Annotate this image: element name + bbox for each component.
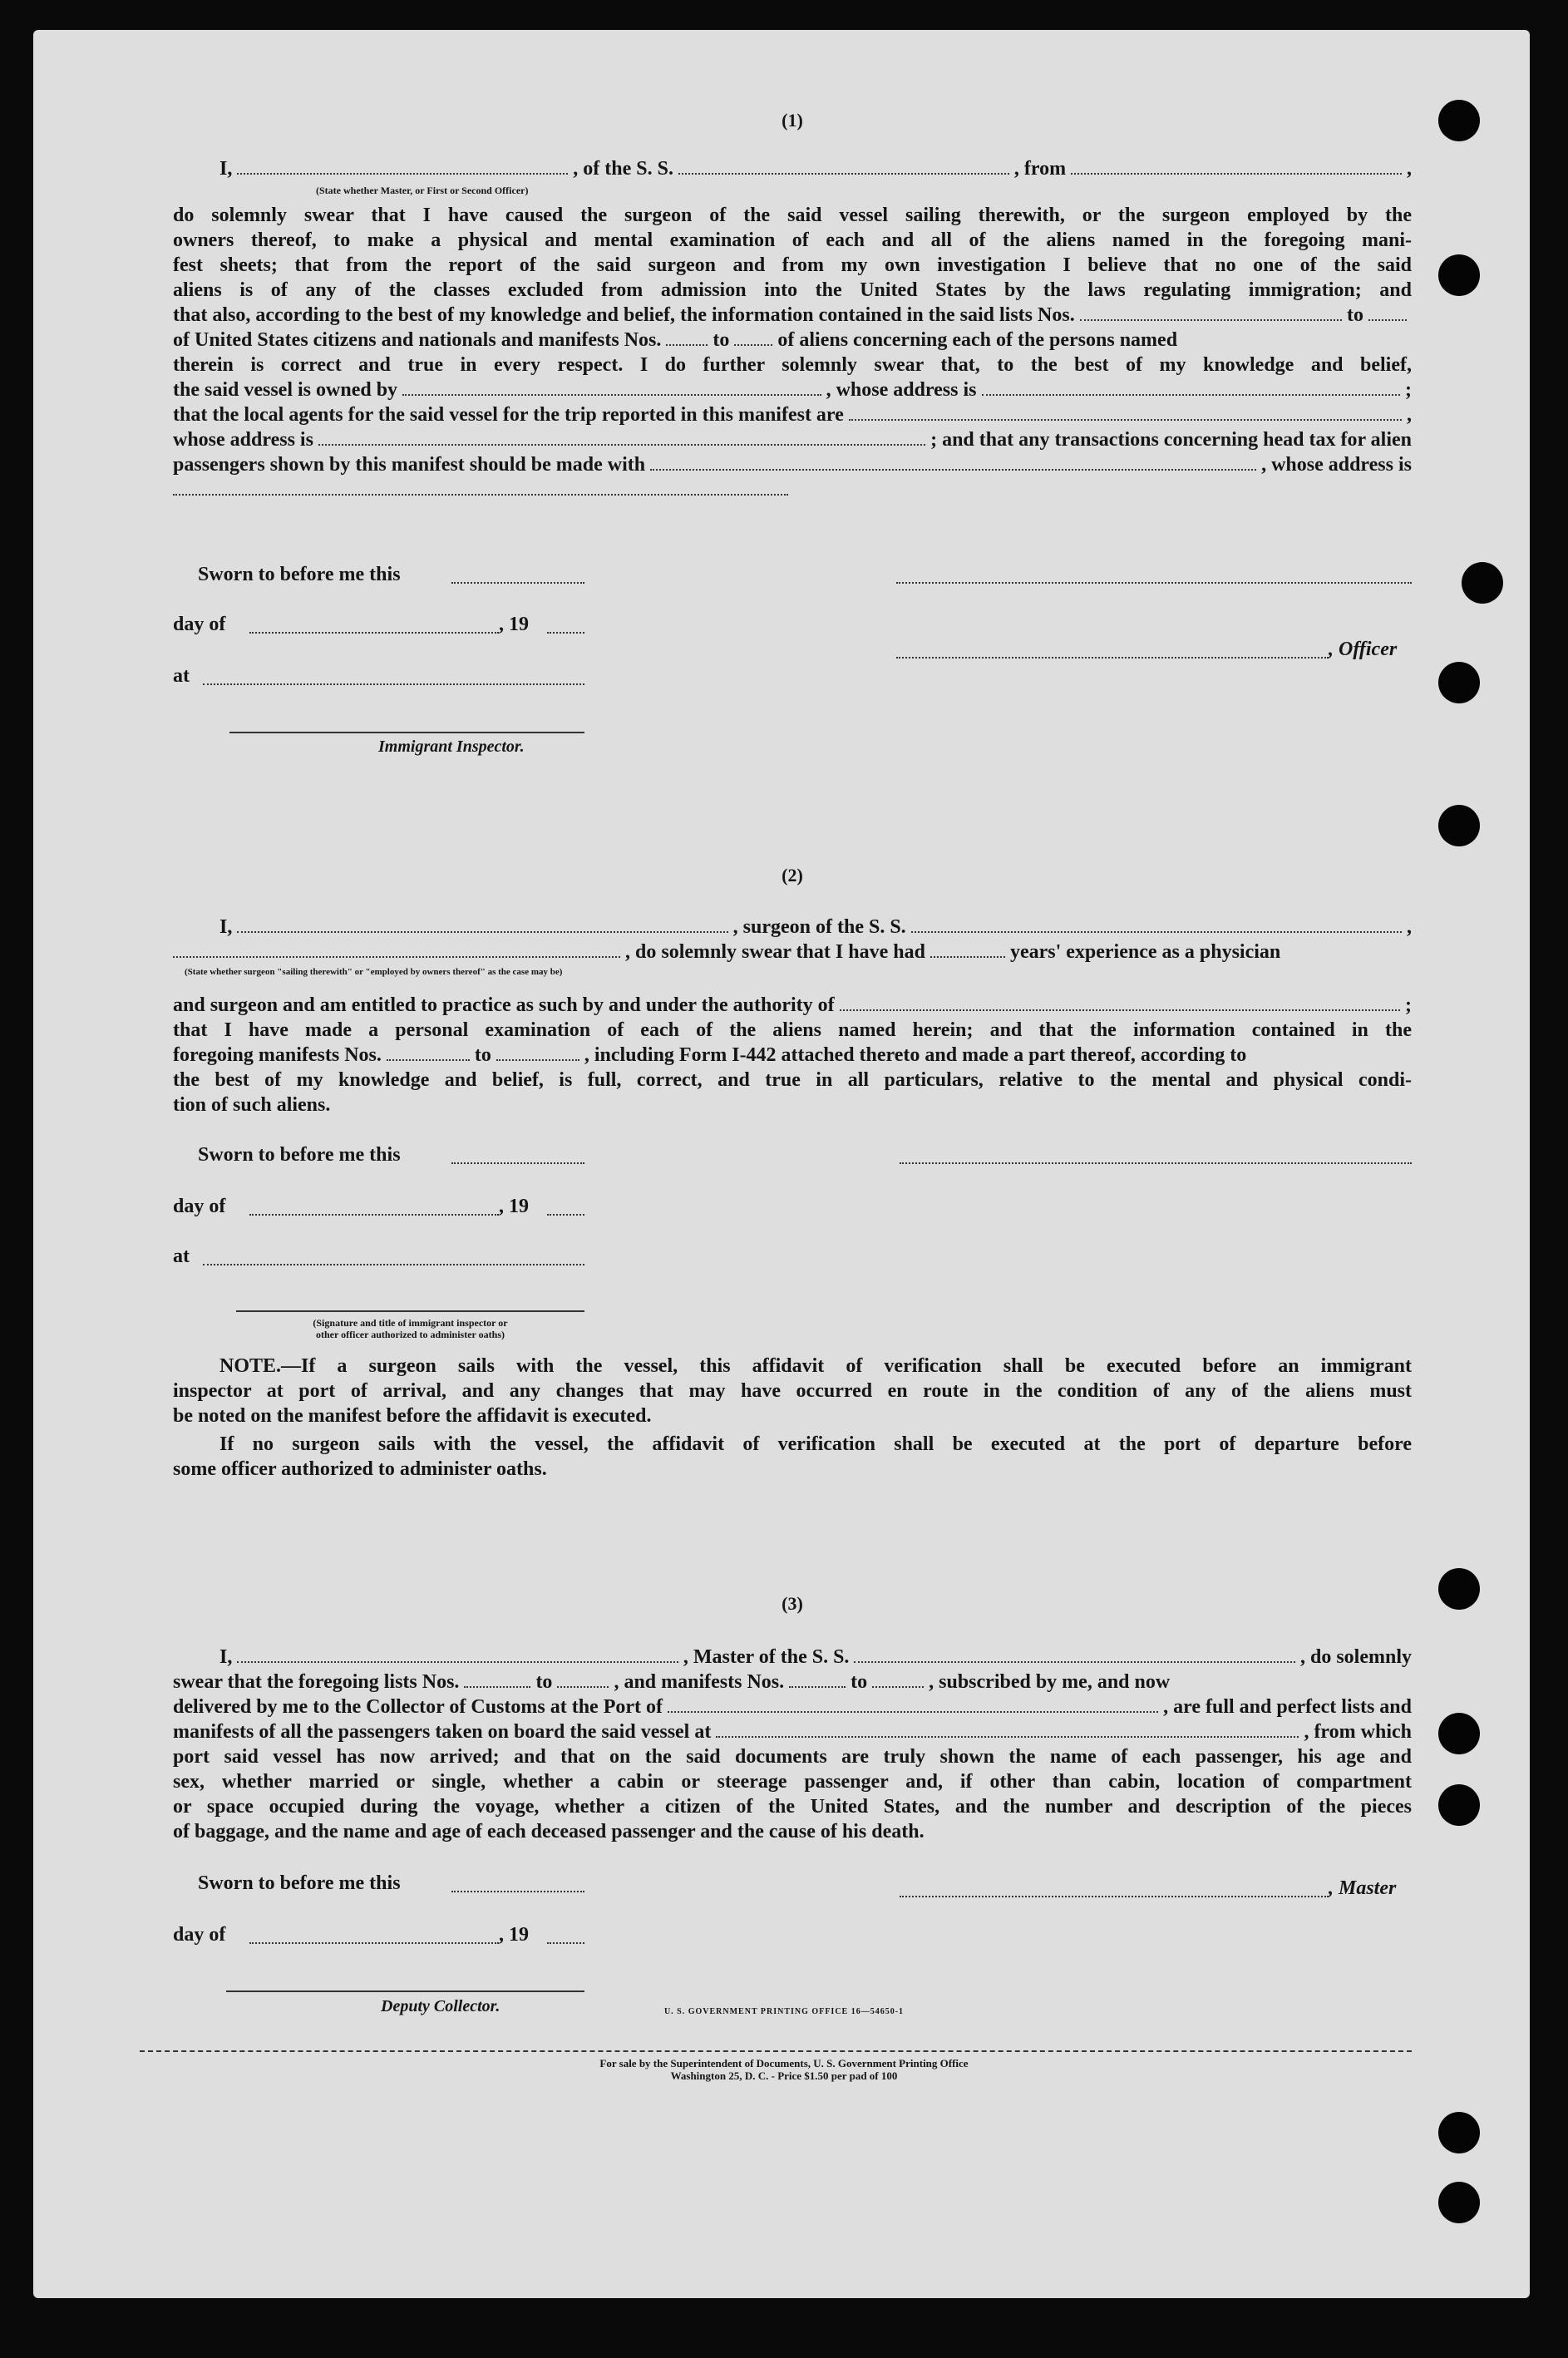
master-vessel-field[interactable] (854, 1646, 1295, 1663)
experience-line: , do solemnly swear that I have had years' experience as a physician (173, 940, 1412, 964)
affidavit-text: the best of my knowledge and belief, is full, correct, and true in all particulars, relative to the mental and physical condi- (173, 1069, 1412, 1091)
list-to-field[interactable] (1368, 304, 1407, 321)
agents-line: that the local agents for the said vessel for the trip reported in this manifest are , (173, 404, 1412, 426)
section-number: (1) (782, 110, 803, 131)
sale-footer: For sale by the Superintendent of Documents, U. S. Government Printing Office Washington 25, D. C. - Price $1.50 per pad of 100 (599, 2057, 969, 2082)
affidavit-text: or space occupied during the voyage, whether a citizen of the United States, and the number and description of the pieces (173, 1796, 1412, 1818)
month-field[interactable] (249, 1212, 499, 1216)
punch-hole (1438, 2112, 1480, 2153)
affidavit-text: therein is correct and true in every respect. I do further solemnly swear that, to the best of my knowledge and belief, (173, 354, 1412, 376)
owner-address-field[interactable] (982, 379, 1401, 396)
day-of-label: day of (173, 614, 226, 635)
owner-line: the said vessel is owned by , whose address is ; (173, 379, 1413, 401)
master-signature-field[interactable] (900, 1894, 1329, 1897)
affidavit-text: aliens is of any of the classes excluded from admission into the United States by the laws regulating immigration; and (173, 279, 1412, 301)
surgeon-manifest-from-field[interactable] (387, 1044, 470, 1061)
year-field[interactable] (547, 1941, 584, 1944)
year-field[interactable] (547, 630, 584, 634)
authority-field[interactable] (840, 994, 1400, 1011)
affidavit-text: that I have made a personal examination of each of the aliens named herein; and that the information contained in the (173, 1019, 1412, 1041)
perforation-line (140, 2050, 1412, 2052)
form-sheet (33, 30, 1530, 2298)
surgeon-type-field[interactable] (173, 941, 620, 958)
vessel-name-field[interactable] (678, 158, 1009, 175)
head-tax-contact-field[interactable] (650, 454, 1256, 471)
punch-hole (1438, 1713, 1480, 1754)
master-oath-line: I, , Master of the S. S. , do solemnly (219, 1646, 1412, 1668)
punch-hole (1462, 562, 1503, 604)
sworn-day-field[interactable] (451, 580, 584, 584)
year-label: , 19 (499, 1924, 529, 1946)
note-text: If no surgeon sails with the vessel, the affidavit of verification shall be executed at the port of departure before (219, 1433, 1412, 1455)
master-lists-line: swear that the foregoing lists Nos. to , and manifests Nos. to , subscribed by me, and now (173, 1671, 1171, 1693)
affidavit-text: port said vessel has now arrived; and that on the said documents are truly shown the name of each passenger, his age and (173, 1746, 1412, 1768)
punch-hole (1438, 662, 1480, 703)
signature-caption: (Signature and title of immigrant inspector or other officer authorized to administer oaths) (313, 1317, 508, 1340)
surgeon-manifest-to-field[interactable] (496, 1044, 579, 1061)
sworn-day-field[interactable] (451, 1889, 584, 1892)
sworn-label: Sworn to before me this (198, 564, 401, 585)
manifests-line: of United States citizens and nationals and manifests Nos. to of aliens concerning each of the persons named (173, 329, 1178, 351)
master-label: , Master (1329, 1877, 1397, 1899)
authority-line: and surgeon and am entitled to practice as such by and under the authority of ; (173, 994, 1412, 1016)
affidavit-text: owners thereof, to make a physical and mental examination of each and all of the aliens named in the foregoing mani- (173, 229, 1412, 251)
day-of-label: day of (173, 1924, 226, 1946)
month-field[interactable] (249, 630, 499, 634)
note-text: be noted on the manifest before the affidavit is executed. (173, 1405, 652, 1427)
affidavit-text: sex, whether married or single, whether a cabin or steerage passenger and, if other than cabin, location of compartment (173, 1771, 1412, 1793)
section-number: (3) (782, 1593, 803, 1614)
from-port-field[interactable] (1071, 158, 1402, 175)
lists-line: that also, according to the best of my knowledge and belief, the information contained in the said lists Nos. to (173, 303, 1412, 328)
punch-hole (1438, 254, 1480, 296)
affidavit-text: do solemnly swear that I have caused the surgeon of the said vessel sailing therewith, or the surgeon employed by the (173, 205, 1412, 226)
master-name-field[interactable] (237, 1646, 678, 1663)
year-label: , 19 (499, 614, 529, 635)
manifest-to-field[interactable] (734, 329, 772, 346)
at-label: at (173, 665, 190, 687)
master-name-field[interactable] (237, 158, 568, 175)
field-caption: (State whether Master, or First or Second Officer) (316, 185, 529, 196)
years-field[interactable] (930, 941, 1005, 958)
surgeon-signature-field[interactable] (900, 1161, 1412, 1164)
owner-field[interactable] (402, 379, 821, 396)
sworn-label: Sworn to before me this (198, 1144, 401, 1166)
surgeon-vessel-field[interactable] (911, 916, 1402, 933)
list-from-field[interactable] (1080, 304, 1342, 321)
master-manifest-to-field[interactable] (872, 1671, 924, 1688)
master-manifest-from-field[interactable] (789, 1671, 846, 1688)
note-text: some officer authorized to administer oaths. (173, 1458, 547, 1480)
note-text: NOTE.—If a surgeon sails with the vessel, this affidavit of verification shall be executed before an immigrant (219, 1355, 1412, 1377)
punch-hole (1438, 2182, 1480, 2223)
year-field[interactable] (547, 1212, 584, 1216)
port-line: delivered by me to the Collector of Customs at the Port of , are full and perfect lists and (173, 1696, 1412, 1718)
officer-signature-field[interactable] (896, 580, 1412, 584)
section-number: (2) (782, 865, 803, 885)
manifest-from-field[interactable] (666, 329, 708, 346)
collector-signature-line[interactable] (226, 1990, 584, 1992)
head-tax-line: passengers shown by this manifest should be made with , whose address is (173, 454, 1412, 476)
month-field[interactable] (249, 1941, 499, 1944)
place-field[interactable] (203, 682, 584, 685)
inspector-signature-line[interactable] (229, 732, 584, 733)
surgeon-name-field[interactable] (237, 916, 727, 933)
punch-hole (1438, 1784, 1480, 1826)
customs-port-field[interactable] (668, 1696, 1158, 1713)
boarding-line: manifests of all the passengers taken on board the said vessel at , from which (173, 1721, 1412, 1743)
officer-label: , Officer (1329, 639, 1398, 660)
punch-hole (1438, 1568, 1480, 1610)
affidavit-text: tion of such aliens. (173, 1094, 331, 1116)
officer-title-field[interactable] (896, 655, 1329, 659)
place-field[interactable] (203, 1262, 584, 1265)
punch-hole (1438, 805, 1480, 846)
field-caption: (State whether surgeon "sailing therewith" or "employed by owners thereof" as the case may be) (185, 967, 563, 977)
affidavit-text: of baggage, and the name and age of each deceased passenger and the cause of his death. (173, 1821, 925, 1842)
address-line: whose address is ; and that any transactions concerning head tax for alien (173, 429, 1412, 451)
master-list-to-field[interactable] (557, 1671, 609, 1688)
boarding-port-field[interactable] (716, 1721, 1299, 1738)
master-line: I, , of the S. S. , from , (219, 158, 1412, 180)
at-label: at (173, 1246, 190, 1267)
agents-field[interactable] (849, 404, 1402, 421)
surgeon-manifests-line: foregoing manifests Nos. to , including Form I-442 attached thereto and made a part thereof, according to (173, 1044, 1247, 1066)
sworn-label: Sworn to before me this (198, 1872, 401, 1894)
note-text: inspector at port of arrival, and any changes that may have occurred en route in the condition of any of the aliens must (173, 1380, 1412, 1402)
gpo-imprint: U. S. GOVERNMENT PRINTING OFFICE 16—54650-1 (663, 2007, 905, 2016)
agents-address-field[interactable] (318, 429, 925, 446)
day-of-label: day of (173, 1196, 226, 1217)
deputy-collector-caption: Deputy Collector. (381, 1997, 500, 2015)
officer-signature-line[interactable] (236, 1310, 584, 1312)
affidavit-text: fest sheets; that from the report of the said surgeon and from my own investigation I believe that no one of the said (173, 254, 1412, 276)
inspector-caption: Immigrant Inspector. (378, 737, 525, 756)
master-list-from-field[interactable] (464, 1671, 530, 1688)
head-tax-address-field[interactable] (173, 492, 788, 496)
surgeon-line: I, , surgeon of the S. S. , (219, 916, 1412, 938)
year-label: , 19 (499, 1196, 529, 1217)
punch-hole (1438, 100, 1480, 141)
sworn-day-field[interactable] (451, 1161, 584, 1164)
